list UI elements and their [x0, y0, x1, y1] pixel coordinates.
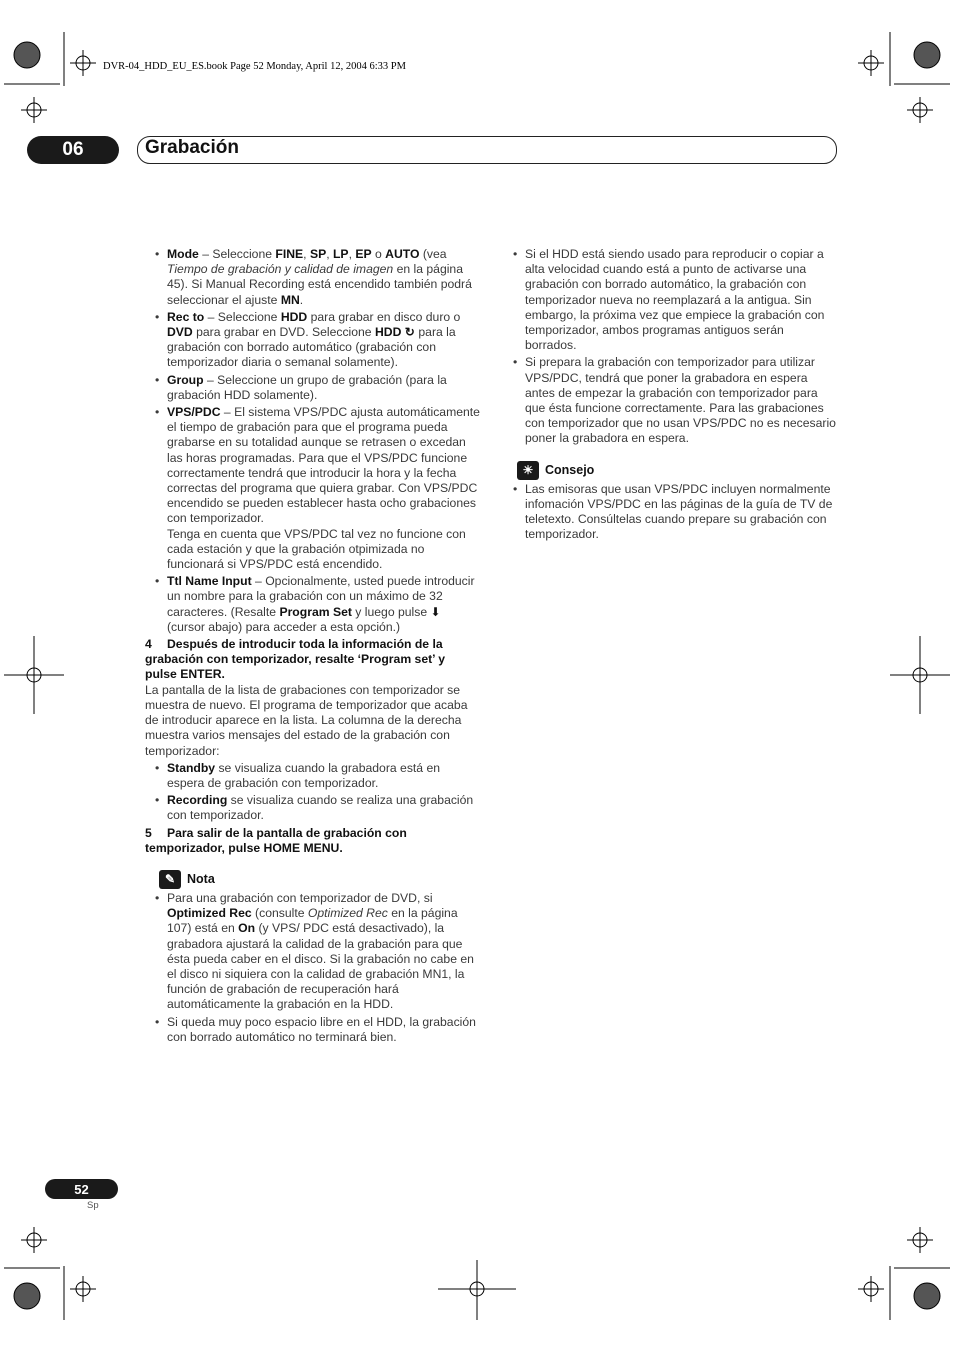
cycle-icon: ↻ [404, 325, 415, 340]
left-column [145, 247, 480, 1045]
pencil-icon: ✎ [159, 870, 181, 889]
right-bullet-1: • Si el HDD está siendo usado para reproducir o copiar a alta velocidad cuando está a punto de activarse una grabación con borrado automático, la grabación con temporizador nueva no reemplazará a la antigua. Sin embargo, la próxima vez que empiece la grabación con temporizador, ambos programas antiguos serán borrados. [513, 247, 825, 353]
bullet-ttl-name: • Ttl Name Input – Opcionalmente, usted puede introducir un nombre para la grabación con un máximo de 32 caracteres. (Resalte Program Set y luego pulse ⬇ (cursor abajo) para acceder a esta opción.) [155, 574, 475, 634]
page-number: 52 [45, 1179, 118, 1199]
step-4: 4 Después de introducir toda la información de la grabación con temporizador, resalte ‘Program set’ y pulse ENTER. [145, 637, 446, 682]
lightbulb-icon: ☀ [517, 461, 539, 480]
nota-bullet-1: • Para una grabación con temporizador de DVD, si Optimized Rec (consulte Optimized Rec en la página 107) está en On (y VPS/ PDC está desactivado), la grabadora ajustará la calidad de la grabación para que ésta pueda caber en el disco. Si la grabación no cabe en el disco ni siquiera con la calidad de grabación MN1, la función de grabación de recuperación hará automáticamente la grabación en la HDD. [155, 890, 474, 1012]
consejo-heading: ☀ Consejo [517, 461, 838, 480]
bullet-group: • Group – Seleccione un grupo de grabación (para la grabación HDD solamente). [155, 372, 447, 402]
nota-heading: ✎ Nota [159, 870, 480, 889]
down-arrow-icon: ⬇ [430, 604, 441, 619]
bullet-vps: • VPS/PDC – El sistema VPS/PDC ajusta automáticamente el tiempo de grabación para que el programa pueda grabarse en su totalidad aunque se retrasen o excedan las horas programadas. Para que el VPS/PDC funcione correctamente tendrá que introducir la hora y la fecha correctas del programa que quiera grabar. Con VPS/PDC encendido se pueden establecer hasta ocho grabaciones con temporizador. [155, 405, 480, 526]
bullet-standby: • Standby se visualiza cuando la grabadora está en espera de grabación con temporizador. [155, 760, 441, 790]
step-4-body: La pantalla de la lista de grabaciones con temporizador se muestra de nuevo. El programa de temporizador que acaba de introducir aparece en la lista. La columna de la derecha muestra varios mensajes del estado de la grabación con temporizador: [145, 682, 468, 758]
right-bullet-2: • Si prepara la grabación con temporizador para utilizar VPS/PDC, tendrá que poner la grabadora en espera antes de empezar la grabación con temporizador para que ésta funcione correctamente. Para las grabaciones con temporizador que no usan VPS/PDC no es necesario poner la grabadora en espera. [513, 355, 836, 446]
nota-bullet-2: • Si queda muy poco espacio libre en el HDD, la grabación con borrado automático no terminará bien. [155, 1014, 476, 1044]
step-5: 5 Para salir de la pantalla de grabación con temporizador, pulse HOME MENU. [145, 825, 407, 855]
bullet-mode: • Mode – Seleccione FINE, SP, LP, EP o AUTO (vea Tiempo de grabación y calidad de imagen en la página 45). Si Manual Recording está encendido también podrá seleccionar el ajuste MN. [155, 247, 472, 307]
chapter-number: 06 [27, 136, 119, 164]
chapter-title-bar [137, 136, 837, 164]
bullet-rec-to: • Rec to – Seleccione HDD para grabar en disco duro o DVD para grabar en DVD. Seleccione HDD ↻ para la grabación con borrado automático (grabación con temporizador diaria o semanal solamente). [155, 309, 461, 370]
language-code: Sp [87, 1200, 99, 1211]
chapter-title: Grabación [145, 137, 239, 158]
consejo-bullet: • Las emisoras que usan VPS/PDC incluyen normalmente infomación VPS/PDC en las páginas de la guía de TV de teletexto. Consúltelas cuando prepare su grabación con temporizador. [513, 481, 833, 542]
print-meta: DVR-04_HDD_EU_ES.book Page 52 Monday, April 12, 2004 6:33 PM [103, 61, 406, 72]
vps-note: Tenga en cuenta que VPS/PDC tal vez no funcione con cada estación y que la grabación otpimizada no funcionará si VPS/PDC está encendido. [167, 526, 466, 572]
right-column [503, 247, 838, 542]
bullet-recording: • Recording se visualiza cuando se realiza una grabación con temporizador. [155, 793, 474, 823]
